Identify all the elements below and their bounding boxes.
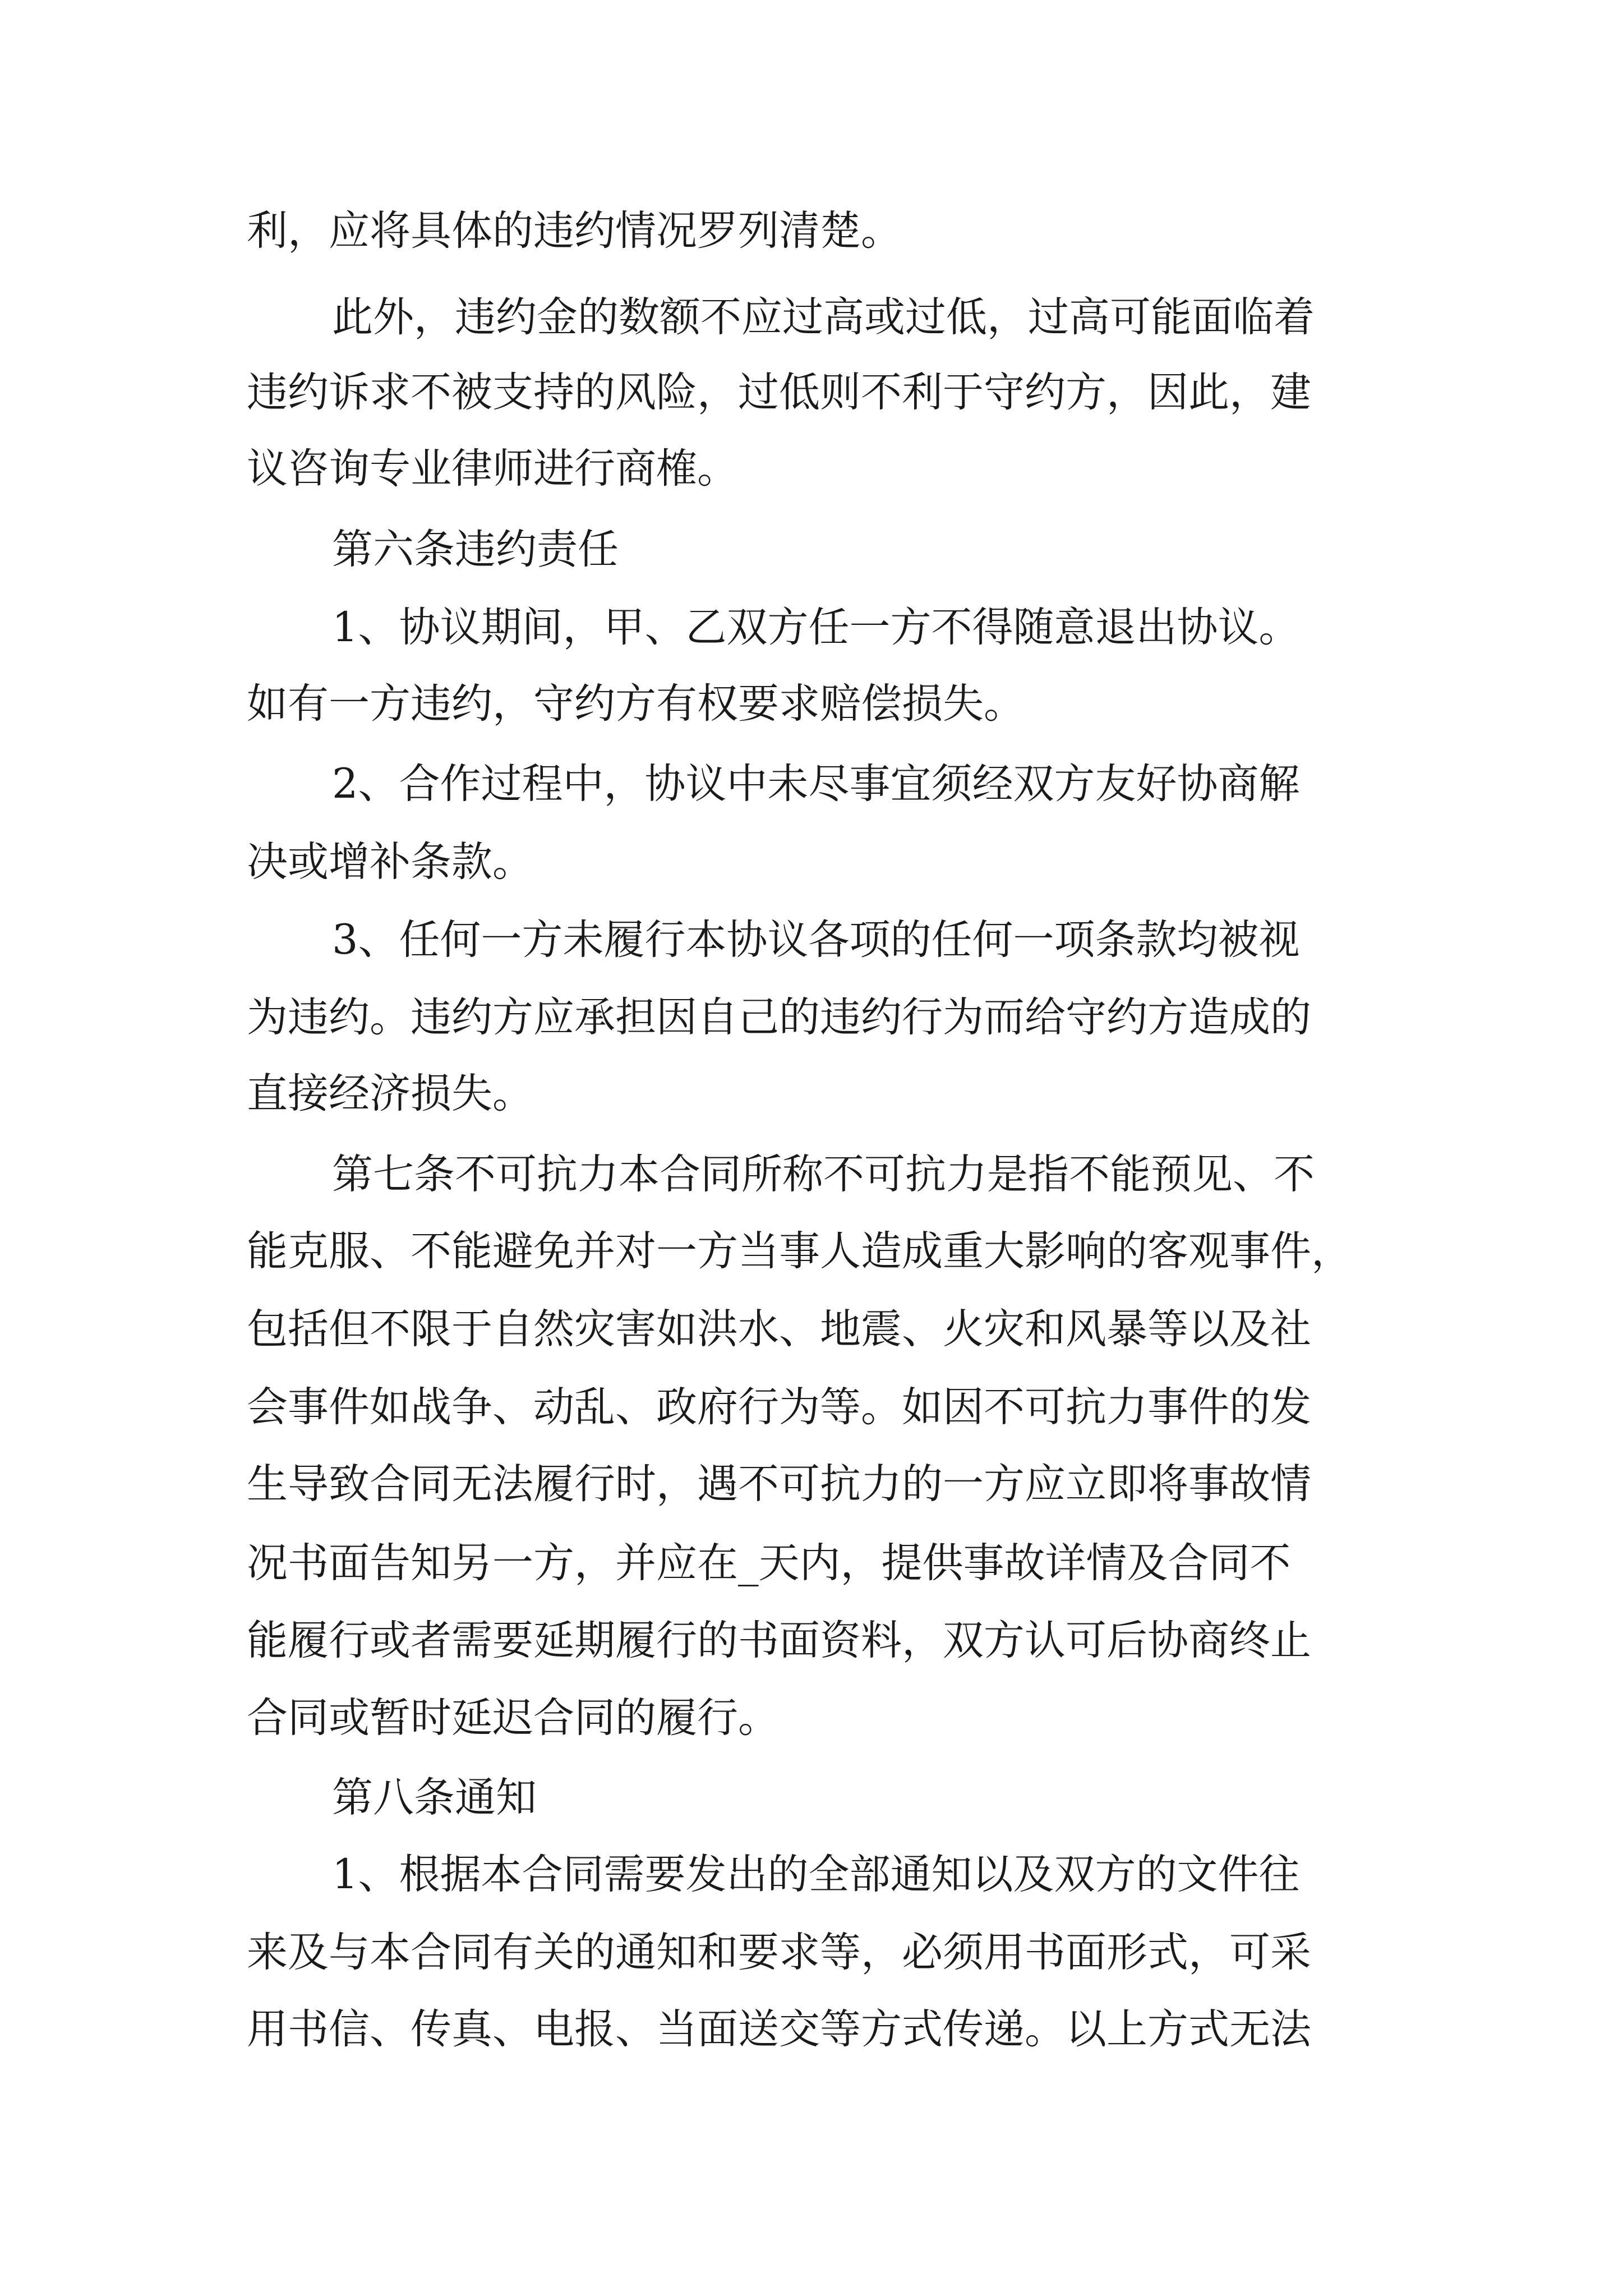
text-line: 2、合作过程中，协议中未尽事宜须经双方友好协商解 [332,760,1300,808]
section-heading: 第八条通知 [332,1774,537,1821]
text-line: 如有一方违约，守约方有权要求赔偿损失。 [247,680,1025,728]
text-line: 会事件如战争、动乱、政府行为等。如因不可抗力事件的发 [247,1383,1311,1431]
text-line: 利，应将具体的违约情况罗列清楚。 [247,207,902,255]
text-line: 1、根据本合同需要发出的全部通知以及双方的文件往 [332,1851,1300,1898]
section-heading: 第六条违约责任 [332,526,619,573]
text-line: 为违约。违约方应承担因自己的违约行为而给守约方造成的 [247,993,1311,1041]
text-line: 能克服、不能避免并对一方当事人造成重大影响的客观事件， [247,1227,1352,1275]
text-line: 能履行或者需要延期履行的书面资料，双方认可后协商终止 [247,1617,1311,1664]
text-line: 第七条不可抗力本合同所称不可抗力是指不能预见、不 [332,1151,1315,1198]
text-line: 1、协议期间，甲、乙双方任一方不得随意退出协议。 [332,604,1300,651]
text-line: 违约诉求不被支持的风险，过低则不利于守约方，因此，建 [247,369,1311,416]
text-line: 包括但不限于自然灾害如洪水、地震、火灾和风暴等以及社 [247,1305,1311,1353]
text-line: 况书面告知另一方，并应在_天内，提供事故详情及合同不 [247,1539,1291,1587]
text-line: 此外，违约金的数额不应过高或过低，过高可能面临着 [332,293,1315,341]
text-line: 生导致合同无法履行时，遇不可抗力的一方应立即将事故情 [247,1460,1311,1508]
text-line: 决或增补条款。 [247,838,533,886]
text-line: 用书信、传真、电报、当面送交等方式传递。以上方式无法 [247,2005,1311,2053]
text-line: 3、任何一方未履行本协议各项的任何一项条款均被视 [332,916,1300,964]
text-line: 合同或暂时延迟合同的履行。 [247,1694,779,1742]
text-line: 议咨询专业律师进行商榷。 [247,445,738,493]
text-line: 来及与本合同有关的通知和要求等，必须用书面形式，可采 [247,1929,1311,1976]
text-line: 直接经济损失。 [247,1070,533,1117]
